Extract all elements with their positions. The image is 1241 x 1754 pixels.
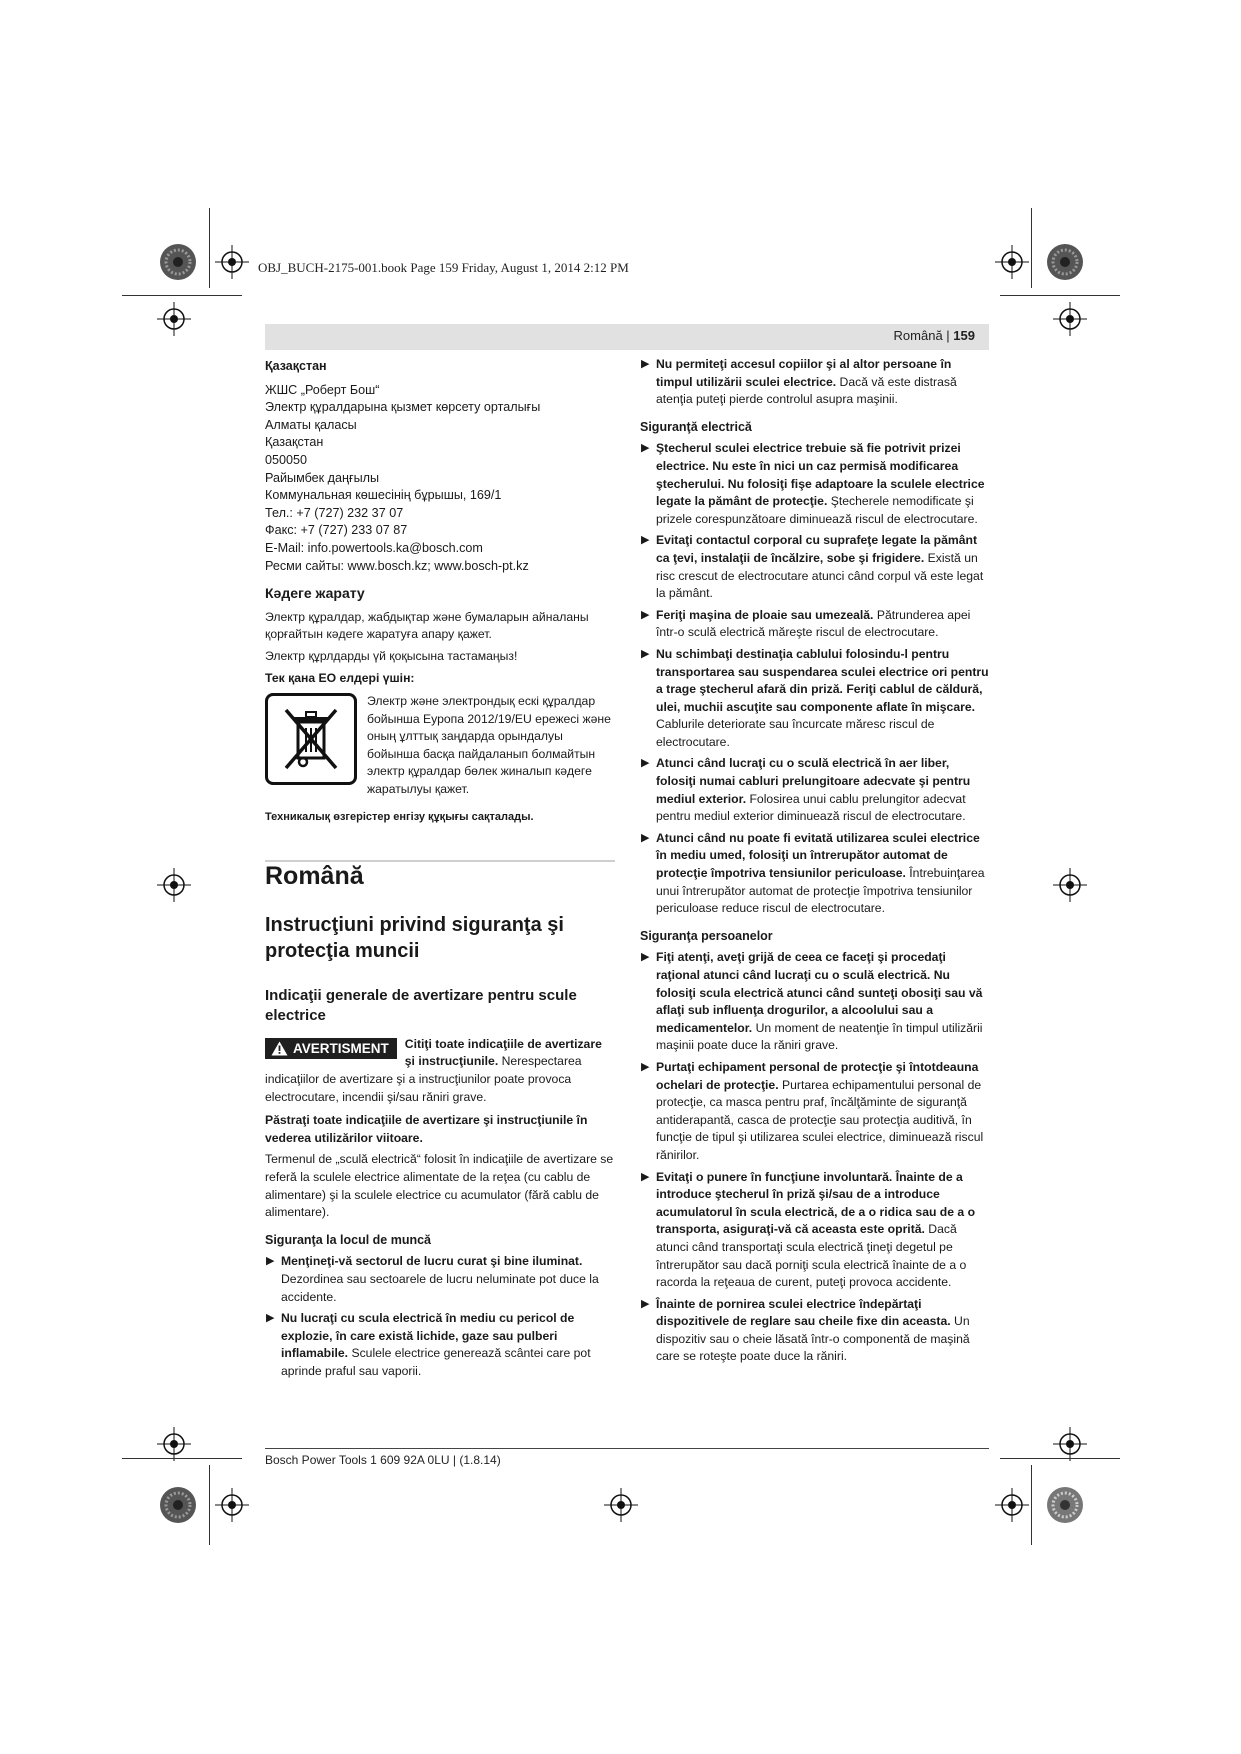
warning-bold-text: Citiţi toate indicaţiile de avertizare şi instrucţiunile. [404,1036,602,1069]
address-line: 050050 [265,452,308,467]
list-item [640,440,990,528]
list-item [265,1253,615,1306]
list-item-text: Ştecherele nemodificate şi prizele corespunzătoare diminuează riscul de electrocutare. [656,494,978,526]
list-item-bold: Înainte de pornirea sculei electrice îndepărtaţi dispozitivele de reglare sau cheile fixe din aceasta. [656,1296,951,1329]
registration-mark-icon [995,245,1029,279]
registration-mark-icon [215,1488,249,1522]
bullet-arrow-icon: ▶ [641,608,650,621]
page-footer: Bosch Power Tools 1 609 92A 0LU | (1.8.14) [265,1453,501,1467]
address-line: Факс: +7 (727) 233 07 87 [265,523,408,538]
power-tool-term-text: Termenul de „sculă electrică“ folosit în indicaţiile de avertizare se referă la sculele electrice alimentate de la reţea (cu cablu de alimentare) şi la sculele electrice cu acumulator (fără cablu de alimentare). [265,1152,614,1220]
language-section-title: Română [265,862,364,891]
header-section: Română [893,328,943,343]
warning-triangle-icon [271,1041,288,1056]
color-wheel-icon [1045,242,1085,282]
address-line: Тел.: +7 (727) 232 37 07 [265,505,404,520]
crop-line [209,208,210,288]
address-line: ЖШС „Роберт Бош“ [265,382,380,397]
print-info-line: OBJ_BUCH-2175-001.book Page 159 Friday, August 1, 2014 2:12 PM [258,260,629,275]
bullet-arrow-icon: ▶ [641,647,650,660]
registration-mark-icon [157,1427,191,1461]
list-item-text: Folosirea unui cablu prelungitor adecvat pentru mediul exterior diminuează riscul de electrocutare. [656,791,966,824]
general-warnings-title: Indicaţii generale de avertizare pentru scule electrice [265,986,577,1024]
address-line: Коммунальная көшесінің бұрышы, 169/1 [265,488,502,503]
crop-line [122,1458,242,1459]
registration-mark-icon [995,1488,1029,1522]
registration-mark-icon [1053,868,1087,902]
registration-mark-icon [1053,302,1087,336]
list-item [265,1310,615,1380]
kz-country-heading: Қазақстан [265,359,327,373]
list-item-text: Sculele electrice generează scântei care pot aprinde praful sau vaporii. [281,1346,591,1378]
bullet-arrow-icon: ▶ [641,534,650,547]
crop-line [1000,295,1120,296]
page-number: 159 [953,328,975,343]
personal-safety-heading: Siguranţa persoanelor [640,928,773,943]
list-item-text: Pătrunderea apei într-o sculă electrică măreşte riscul de electrocutare. [656,607,971,640]
list-item [640,356,990,409]
list-item-bold: Evitaţi contactul corporal cu suprafeţe legate la pământ ca ţevi, instalaţii de încălzire, sobe şi frigidere. [656,533,978,565]
crop-line [122,295,242,296]
safety-instructions-title: Instrucţiuni privind siguranţa şi protecţia muncii [265,913,564,962]
kz-address-block [265,382,615,576]
crop-line [209,1465,210,1545]
weee-block [265,693,615,799]
list-item-text: Dacă vă este distrasă atenţia puteţi pierde controlul asupra maşinii. [656,374,957,407]
bullet-arrow-icon: ▶ [266,1312,275,1325]
warning-badge [265,1038,397,1060]
list-item [640,830,990,918]
list-item-bold: Feriţi maşina de ploaie sau umezeală. [656,607,874,622]
bullet-arrow-icon: ▶ [641,1297,650,1310]
crop-line [1031,208,1032,288]
list-item [640,1169,990,1292]
list-item [640,949,990,1055]
disposal-paragraph: Электр құрлдарды үй қоқысына тастамаңыз! [265,648,518,663]
color-wheel-icon [158,242,198,282]
list-item-text: Un dispozitiv sau o cheie lăsată într-o componentă de maşină care se roteşte poate duce la răniri. [656,1314,970,1364]
list-item-bold: Nu permiteţi accesul copiilor şi al altor persoane în timpul utilizării sculei electrice. [656,357,952,389]
address-line: Ресми сайты: www.bosch.kz; www.bosch-pt.kz [265,558,529,573]
list-item-text: Există un risc crescut de electrocutare atunci când corpul vă este legat la pământ. [656,550,984,601]
bullet-arrow-icon: ▶ [641,442,650,455]
registration-mark-icon [215,245,249,279]
list-item [640,755,990,825]
address-line: Алматы қаласы [265,417,357,432]
warning-body-text: Nerespectarea indicaţiilor de avertizare şi a instrucţiunilor poate provoca electrocutare, incendii şi/sau răniri grave. [265,1054,582,1104]
workplace-safety-heading: Siguranţa la locul de muncă [265,1232,432,1247]
list-item-bold: Nu schimbaţi destinaţia cablului folosindu-l pentru transportarea sau suspendarea sculei electrice ori pentru a trage ştecherul afară din priză. Feriţi cablul de căldură, ulei, muchii ascuţite sau componente aflate în mişcare. [656,646,989,714]
list-item-text: Purtarea echipamentului personal de protecţie, ca masca pentru praf, încălţăminte de siguranţă antiderapantă, casca de protecţie sau protecţia auditivă, în funcţie de tipul şi utilizarea sculei electrice, diminuează riscul rănirilor. [656,1077,984,1162]
address-line: Қазақстан [265,435,324,450]
address-line: Электр құралдарына қызмет көрсету орталығы [265,400,541,415]
list-item-text: Întrebuinţarea unui întrerupător automat de protecţie împotriva tensiunilor periculoase reduce riscul de electrocutare. [656,866,985,916]
left-column [265,358,615,1385]
bullet-arrow-icon: ▶ [641,951,650,964]
list-item-bold: Fiţi atenţi, aveţi grijă de ceea ce faceţi şi procedaţi raţional atunci când lucraţi cu o sculă electrică. Nu folosiţi scula electrică atunci când sunteţi obosiţi sau vă aflaţi sub influenţa drogurilor, a alcoolului sau a medicamentelor. [656,950,983,1035]
list-item [640,1296,990,1366]
list-item-text: Dezordinea sau sectoarele de lucru neluminate pot duce la accidente. [281,1271,599,1304]
bullet-arrow-icon: ▶ [641,358,650,370]
crop-line [1000,1458,1120,1459]
bullet-arrow-icon: ▶ [641,757,650,770]
rights-reserved-note: Техникалық өзгерістер енгізу құқығы сақталады. [265,810,534,823]
bullet-arrow-icon: ▶ [266,1255,275,1268]
weee-directive-text: Электр және электрондық ескі құралдар бойынша Еуропа 2012/19/EU ережесі және оның ұлттық заңдарда орындалуы бойынша басқа пайдаланып болмайтын электр құралдар бөлек жиналып кәдеге жаратылуы қажет. [367,694,611,797]
list-item-bold: Purtaţi echipament personal de protecţie şi întotdeauna ochelari de protecţie. [656,1059,979,1092]
list-item-bold: Atunci când lucraţi cu o sculă electrică în aer liber, folosiţi numai cabluri prelungitoare adecvate şi pentru mediul exterior. [656,756,971,806]
right-column [640,356,990,1370]
list-item-text: Dacă atunci când transportaţi scula electrică ţineţi degetul pe întrerupător sau dacă porniţi scula electrică înainte de a o racorda la reţeaua de curent, puteţi provoca accidente. [656,1222,967,1290]
address-line: Райымбек даңғылы [265,470,380,485]
list-item [640,532,990,602]
registration-mark-icon [604,1488,638,1522]
crop-line [1031,1465,1032,1545]
bullet-arrow-icon: ▶ [641,1170,650,1183]
disposal-heading: Кәдеге жарату [265,585,365,602]
keep-instructions-text: Păstraţi toate indicaţiile de avertizare şi instrucţiunile în vederea utilizărilor viitoare. [265,1113,588,1145]
list-item [640,607,990,642]
color-wheel-icon [158,1485,198,1525]
color-wheel-icon [1045,1485,1085,1525]
disposal-paragraph: Электр құралдар, жабдықтар және бумаларын айналаны қорғайтын кәдеге жаратуға апару қажет. [265,609,589,642]
running-header: Română | 159 [893,328,975,343]
list-item [640,646,990,752]
electrical-safety-heading: Siguranţă electrică [640,419,752,434]
list-item-bold: Ştecherul sculei electrice trebuie să fie potrivit prizei electrice. Nu este în nici un caz permisă modificarea ştecherului. Nu folosiţi fişe adaptoare la sculele electrice legate la pământ de protecţie. [656,441,985,509]
list-item-bold: Evitaţi o punere în funcţiune involuntară. Înainte de a introduce ştecherul în priză şi/sau de a introduce acumulatorul în scula electrică, de a o ridica sau de a o transporta, asiguraţi-vă că aceasta este oprită. [656,1169,976,1237]
list-item-text: Un moment de neatenţie în timpul utilizării maşinii poate duce la răniri grave. [656,1020,983,1053]
registration-mark-icon [157,868,191,902]
registration-mark-icon [1053,1427,1087,1461]
bullet-arrow-icon: ▶ [641,1060,650,1073]
warning-paragraph [265,1036,615,1106]
crossed-out-wheelie-bin-icon [265,693,357,785]
warning-badge-label: AVERTISMENT [293,1040,389,1056]
footer-rule [265,1448,989,1449]
address-line: E-Mail: info.powertools.ka@bosch.com [265,540,483,555]
registration-mark-icon [157,302,191,336]
list-item-bold: Atunci când nu poate fi evitată utilizarea sculei electrice în mediu umed, folosiţi un întrerupător automat de protecţie împotriva tensiunilor periculoase. [656,830,980,881]
eu-only-heading: Тек қана ЕО елдері үшін: [265,670,415,685]
page-header [265,324,989,350]
list-item-bold: Menţineţi-vă sectorul de lucru curat şi bine iluminat. [281,1254,583,1269]
list-item [640,1059,990,1165]
list-item-text: Cablurile deteriorate sau încurcate măresc riscul de electrocutare. [656,717,935,749]
bullet-arrow-icon: ▶ [641,831,650,844]
list-item-bold: Nu lucraţi cu scula electrică în mediu cu pericol de explozie, în care există lichide, gaze sau pulberi inflamabile. [281,1311,575,1361]
